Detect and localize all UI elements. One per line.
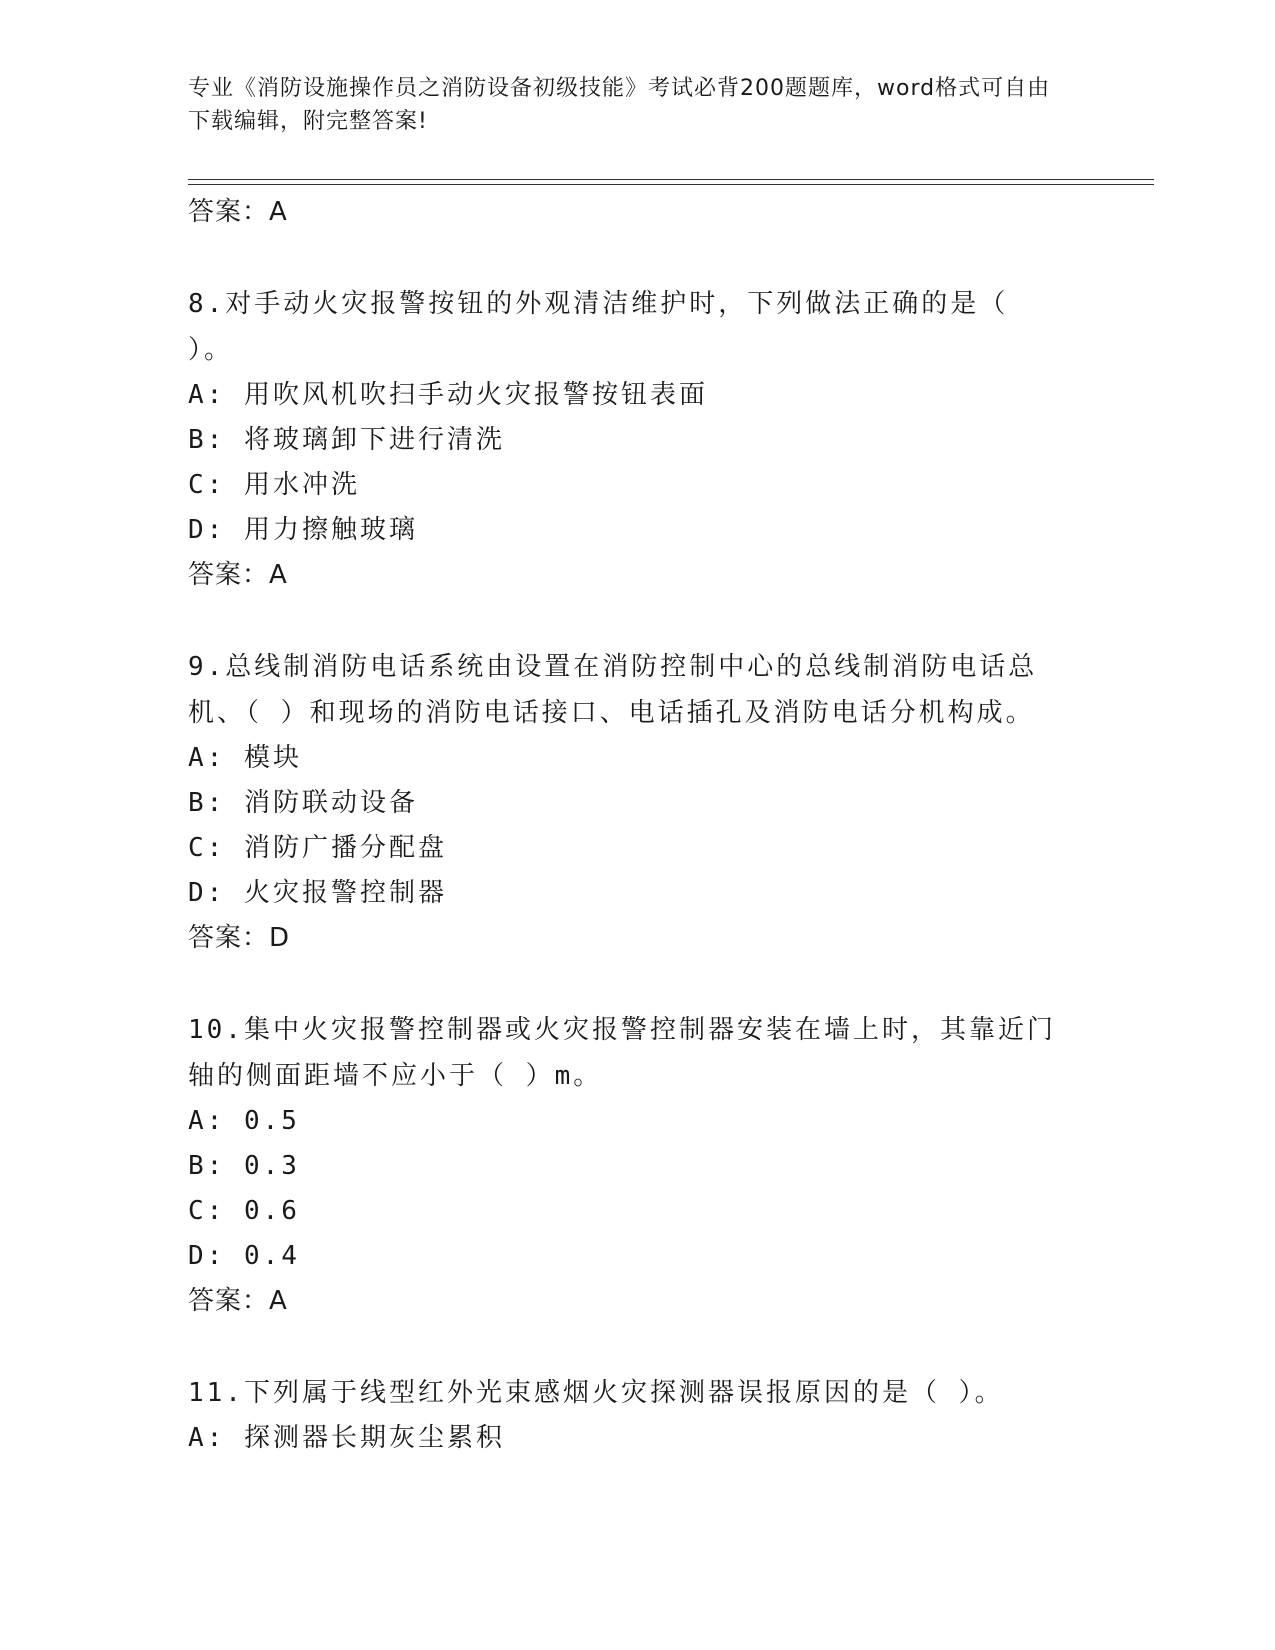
option-a — [188, 1416, 1088, 1461]
option-label: A: — [188, 1106, 226, 1136]
option-text: 火灾报警控制器 — [243, 878, 447, 908]
option-a — [188, 736, 1088, 781]
option-c — [188, 826, 1088, 871]
option-label: A: — [188, 743, 226, 773]
option-b — [188, 418, 1088, 463]
option-label: A: — [188, 380, 226, 410]
answer-line: 答案：D — [188, 923, 291, 953]
option-label: C: — [188, 470, 226, 500]
option-c — [188, 1189, 1088, 1234]
document-header — [188, 72, 1068, 138]
option-label: B: — [188, 1151, 226, 1181]
header-divider-bottom — [188, 184, 1154, 185]
option-text: 消防广播分配盘 — [243, 833, 447, 863]
option-text: 用吹风机吹扫手动火灾报警按钮表面 — [243, 380, 708, 410]
header-text: 专业《消防设施操作员之消防设备初级技能》考试必背200题题库，word格式可自由下载编辑，附完整答案! — [188, 76, 1051, 134]
option-a — [188, 1099, 1088, 1144]
option-label: D: — [188, 515, 226, 545]
option-label: B: — [188, 788, 226, 818]
option-text: 消防联动设备 — [243, 788, 418, 818]
option-d — [188, 508, 1088, 553]
option-c — [188, 463, 1088, 508]
option-text: 用力擦触玻璃 — [243, 515, 418, 545]
option-b — [188, 1144, 1088, 1189]
option-text: 模块 — [243, 743, 302, 773]
option-text: 将玻璃卸下进行清洗 — [243, 425, 505, 455]
option-text: 0.6 — [243, 1196, 300, 1226]
option-text: 用水冲洗 — [243, 470, 360, 500]
option-text: 探测器长期灰尘累积 — [243, 1423, 505, 1453]
question-list — [188, 190, 1088, 1461]
option-text: 0.5 — [243, 1106, 300, 1136]
question-stem: 8.对手动火灾报警按钮的外观清洁维护时，下列做法正确的是（ ）。 — [188, 289, 1009, 365]
answer-line: 答案：A — [188, 1286, 288, 1316]
option-label: D: — [188, 1241, 226, 1271]
question-9 — [188, 644, 1088, 960]
answer-line: 答案：A — [188, 197, 288, 227]
option-d — [188, 1234, 1088, 1279]
question-10 — [188, 1007, 1088, 1323]
option-b — [188, 781, 1088, 826]
option-text: 0.4 — [243, 1241, 300, 1271]
option-label: B: — [188, 425, 226, 455]
option-label: D: — [188, 878, 226, 908]
option-d — [188, 871, 1088, 916]
option-label: C: — [188, 1196, 226, 1226]
option-text: 0.3 — [243, 1151, 300, 1181]
question-8 — [188, 281, 1088, 597]
question-stem: 9.总线制消防电话系统由设置在消防控制中心的总线制消防电话总机、（ ）和现场的消防电话接口、电话插孔及消防电话分机构成。 — [188, 652, 1038, 728]
question-11 — [188, 1370, 1088, 1461]
option-label: A: — [188, 1423, 226, 1453]
header-divider-top — [188, 179, 1154, 180]
answer-line: 答案：A — [188, 560, 288, 590]
question-stem: 10.集中火灾报警控制器或火灾报警控制器安装在墙上时，其靠近门轴的侧面距墙不应小于（ ）m。 — [188, 1015, 1056, 1091]
question-stem: 11.下列属于线型红外光束感烟火灾探测器误报原因的是（ ）。 — [188, 1378, 1004, 1408]
option-a — [188, 373, 1088, 418]
option-label: C: — [188, 833, 226, 863]
